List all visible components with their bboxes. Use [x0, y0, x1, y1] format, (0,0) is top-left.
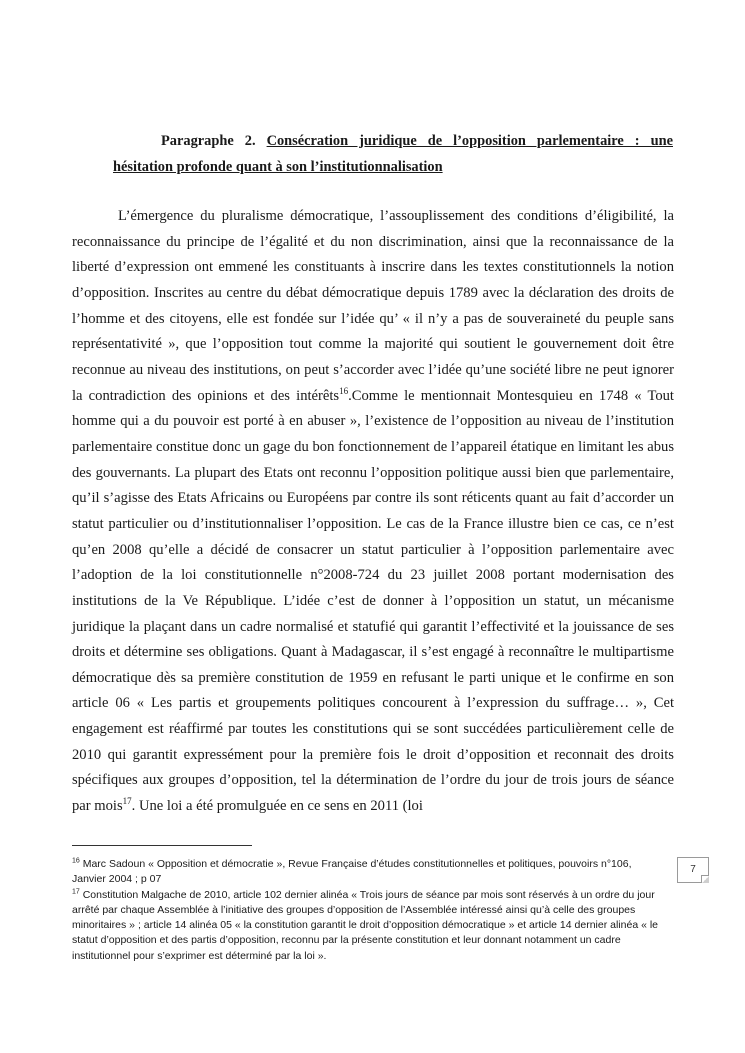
- page-number-badge: 7: [677, 857, 709, 883]
- footnotes: [72, 857, 668, 964]
- heading-line-1: [113, 128, 673, 154]
- heading-title-part-1: Consécration juridique de l’opposition parlementaire : une: [266, 133, 673, 149]
- footnote-separator: [72, 845, 252, 846]
- heading-prefix: Paragraphe 2.: [161, 133, 267, 149]
- heading-line-2: [113, 154, 673, 180]
- footnote-ref-17[interactable]: 17: [122, 796, 132, 807]
- body-text-part-1: L’émergence du pluralisme démocratique, l’assouplissement des conditions d’éligibilité, la reconnaissance du principe de l’égalité et du non discrimination, ainsi que la reconnaissance de la liberté d’expression ont emmené les constituants à inscrire dans les textes constitutionnels la notion d’opposition. Inscrites au centre du débat démocratique depuis 1789 avec la déclaration des droits de l’homme et des citoyens, elle est fondée sur l’idée qu’ « il n’y a pas de souveraineté du peuple sans représentativité », que l’opposition tout comme la majorité qui soutient le gouvernement doit être reconnue au niveau des institutions, on peut s’accorder avec l’idée qu’une société libre ne peut ignorer la contradiction des opinions et des intérêts: [72, 208, 674, 404]
- footnote-number: 17: [72, 888, 80, 896]
- body-paragraph: [72, 204, 674, 820]
- footnote-17: [72, 888, 668, 964]
- section-heading: [113, 128, 673, 180]
- body-text-part-2: .Comme le mentionnait Montesquieu en 1748 « Tout homme qui a du pouvoir est porté à en abuser », l’existence de l’opposition au niveau de l’institution parlementaire constitue donc un gage du bon fonctionnement de l’appareil étatique en limitant les abus des gouvernants. La plupart des Etats ont reconnu l’opposition politique aussi bien que parlementaire, qu’il s’agisse des Etats Africains ou Européens par contre ils sont réticents quant au fait d’accorder un statut particulier ou d’institutionnaliser l’opposition. Le cas de la France illustre bien ce cas, ce n’est qu’en 2008 qu’elle a décidé de consacrer un statut particulier à l’opposition parlementaire avec l’adoption de la loi constitutionnelle n°2008-724 du 23 juillet 2008 portant modernisation des institutions de la Ve République. L’idée c’est de donner à l’opposition un statut, un mécanisme juridique la plaçant dans un cadre normalisé et statufié qui garantit l’effectivité et la jouissance de ses droits et détermine ses obligations. Quant à Madagascar, il s’est engagé à reconnaître le multipartisme démocratique dès sa première constitution de 1959 en refusant le parti unique et le confirme en son article 06 « Les partis et groupements politiques concourent à l’expression du suffrage… », Cet engagement est réaffirmé par toutes les constitutions qui se sont succédées particulièrement celle de 2010 qui garantit expressément pour la première fois le droit d’opposition et reconnait des droits spécifiques aux groupes d’opposition, tel la détermination de l’ordre du jour de trois jours de séance par mois: [72, 387, 674, 815]
- footnote-ref-16[interactable]: 16: [339, 385, 349, 396]
- footnote-16: [72, 857, 668, 888]
- footnote-text: Marc Sadoun « Opposition et démocratie », Revue Française d’études constitutionnelles et politiques, pouvoirs n°106, Janvier 2004 ; p 07: [72, 858, 632, 886]
- heading-title-part-2: hésitation profonde quant à son l’institutionnalisation: [113, 159, 443, 175]
- body-text-part-3: . Une loi a été promulguée en ce sens en 2011 (loi: [131, 798, 423, 815]
- footnote-text: Constitution Malgache de 2010, article 102 dernier alinéa « Trois jours de séance par mois sont réservés à un ordre du jour arrêté par chaque Assemblée à l’initiative des groupes d’opposition de l’Assemblée intéressé ainsi qu’à celle des groupes minoritaires » ; article 14 alinéa 05 « la constitution garantit le droit d’opposition démocratique » et article 14 dernier alinéa « le statut d’opposition et des partis d’opposition, reconnu par la présente constitution et leur donnant notamment un cadre institutionnel pour s’exprimer est déterminé par la loi ».: [72, 888, 659, 962]
- footnote-number: 16: [72, 857, 80, 865]
